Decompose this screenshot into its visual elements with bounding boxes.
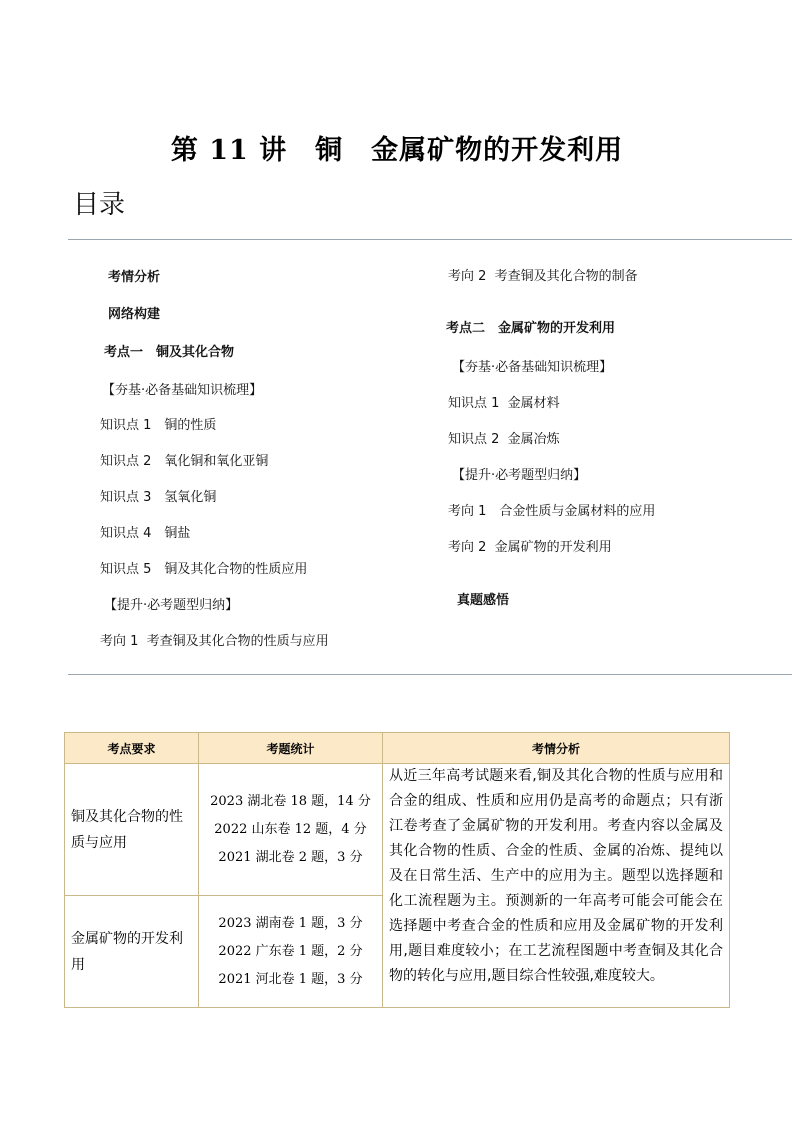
header-requirement: 考点要求 xyxy=(65,733,199,764)
divider-bottom xyxy=(68,674,792,675)
toc-item[interactable]: 考向 1 考查铜及其化合物的性质与应用 xyxy=(100,634,329,649)
requirement-cell: 金属矿物的开发利用 xyxy=(65,896,199,1008)
toc-item[interactable]: 真题感悟 xyxy=(457,593,510,608)
stat-line: 2023 湖北卷 18 题，14 分 xyxy=(210,793,371,809)
stat-line: 2021 湖北卷 2 题，3 分 xyxy=(218,849,363,865)
toc-item[interactable]: 【提升·必考题型归纳】 xyxy=(104,598,239,613)
toc-item[interactable]: 知识点 4 铜盐 xyxy=(100,526,191,541)
toc-item[interactable]: 考点二 金属矿物的开发利用 xyxy=(446,321,616,336)
requirement-cell: 铜及其化合物的性质与应用 xyxy=(65,764,199,896)
stat-line: 2022 广东卷 1 题，2 分 xyxy=(218,943,363,959)
page-title: 第 11 讲 铜 金属矿物的开发利用 xyxy=(170,135,624,166)
toc-item[interactable]: 知识点 3 氢氧化铜 xyxy=(100,490,217,505)
statistics-cell xyxy=(199,896,383,1008)
exam-analysis-table xyxy=(64,732,730,1008)
toc-item[interactable]: 考向 1 合金性质与金属材料的应用 xyxy=(448,504,656,519)
stat-line: 2023 湖南卷 1 题，3 分 xyxy=(218,915,363,931)
toc-item[interactable]: 网络构建 xyxy=(108,307,161,322)
stat-line: 2022 山东卷 12 题，4 分 xyxy=(214,821,367,837)
header-analysis: 考情分析 xyxy=(383,733,730,764)
analysis-cell: 从近三年高考试题来看,铜及其化合物的性质与应用和合金的组成、性质和应用仍是高考的命题点；只有浙江卷考查了金属矿物的开发利用。考查内容以金属及其化合物的性质、合金的性质、金属的冶炼、提纯以及在日常生活、生产中的应用为主。题型以选择题和化工流程题为主。预测新的一年高考可能会可能会在选择题中考查合金的性质和应用及金属矿物的开发利用,题目难度较小；在工艺流程图题中考查铜及其化合物的转化与应用,题目综合性较强,难度较大。 xyxy=(383,764,730,1008)
stat-line: 2021 河北卷 1 题，3 分 xyxy=(218,971,363,987)
toc-item[interactable]: 考向 2 金属矿物的开发利用 xyxy=(448,540,612,555)
toc-item[interactable]: 【夯基·必备基础知识梳理】 xyxy=(452,360,613,375)
toc-item[interactable]: 知识点 2 氧化铜和氧化亚铜 xyxy=(100,454,269,469)
toc-item[interactable]: 【夯基·必备基础知识梳理】 xyxy=(102,383,263,398)
toc-item[interactable]: 【提升·必考题型归纳】 xyxy=(452,468,587,483)
table-row xyxy=(65,764,730,896)
toc-heading: 目录 xyxy=(73,190,126,220)
toc-item[interactable]: 考点一 铜及其化合物 xyxy=(104,345,235,360)
table-header-row xyxy=(65,733,730,764)
divider-top xyxy=(68,239,792,240)
toc-item[interactable]: 知识点 2 金属冶炼 xyxy=(448,432,560,447)
statistics-cell xyxy=(199,764,383,896)
toc-item[interactable]: 知识点 5 铜及其化合物的性质应用 xyxy=(100,562,308,577)
toc-item[interactable]: 知识点 1 铜的性质 xyxy=(100,418,217,433)
header-statistics: 考题统计 xyxy=(199,733,383,764)
toc-item[interactable]: 考情分析 xyxy=(108,270,161,285)
toc-item[interactable]: 知识点 1 金属材料 xyxy=(448,396,560,411)
toc-item[interactable]: 考向 2 考查铜及其化合物的制备 xyxy=(448,269,638,284)
